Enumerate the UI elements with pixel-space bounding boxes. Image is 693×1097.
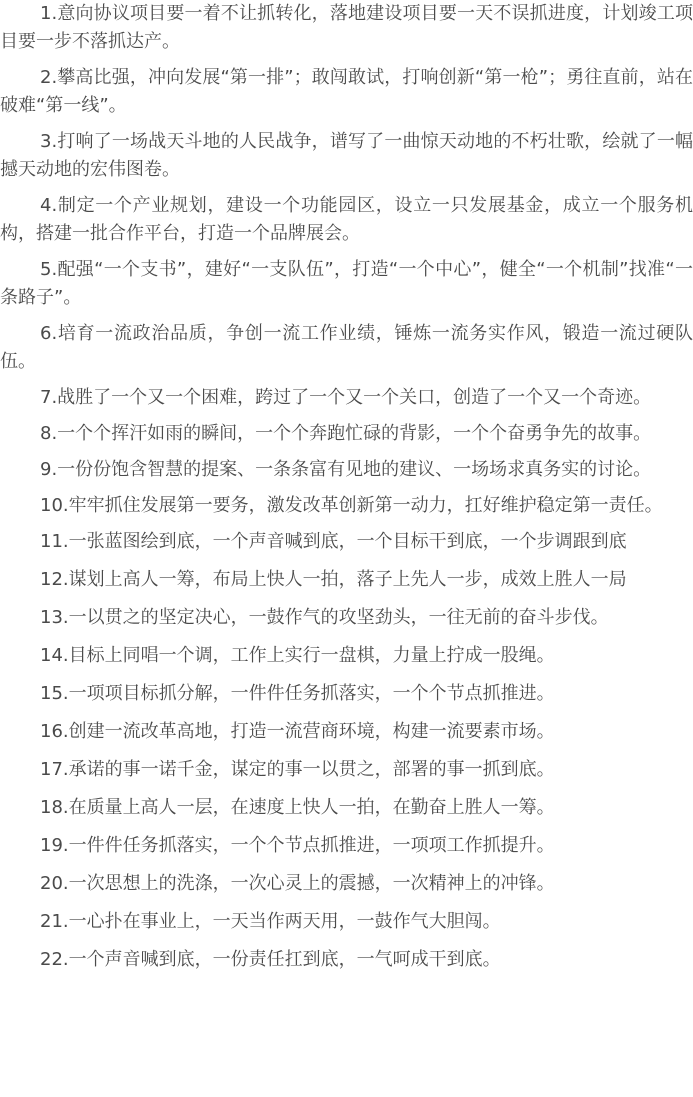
paragraph-12: 12.谋划上高人一筹，布局上快人一拍，落子上先人一步，成效上胜人一局 — [40, 569, 627, 590]
paragraph-21: 21.一心扑在事业上，一天当作两天用，一鼓作气大胆闯。 — [40, 911, 501, 932]
paragraph-16: 16.创建一流改革高地，打造一流营商环境，构建一流要素市场。 — [40, 721, 555, 742]
paragraph-4: 4.制定一个产业规划，建设一个功能园区，设立一只发展基金，成立一个服务机构，搭建一批合作平台，打造一个品牌展会。 — [0, 195, 693, 244]
paragraph-8: 8.一个个挥汗如雨的瞬间，一个个奔跑忙碌的背影，一个个奋勇争先的故事。 — [40, 423, 652, 444]
paragraph-10: 10.牢牢抓住发展第一要务，激发改革创新第一动力，扛好维护稳定第一责任。 — [40, 495, 663, 516]
paragraph-6: 6.培育一流政治品质，争创一流工作业绩，锤炼一流务实作风，锻造一流过硬队伍。 — [0, 323, 693, 372]
paragraph-1: 1.意向协议项目要一着不让抓转化，落地建设项目要一天不误抓进度，计划竣工项目要一步不落抓达产。 — [0, 3, 693, 52]
paragraph-15: 15.一项项目标抓分解，一件件任务抓落实，一个个节点抓推进。 — [40, 683, 555, 704]
paragraph-14: 14.目标上同唱一个调，工作上实行一盘棋，力量上拧成一股绳。 — [40, 645, 555, 666]
paragraph-18: 18.在质量上高人一层，在速度上快人一拍，在勤奋上胜人一筹。 — [40, 797, 555, 818]
paragraph-17: 17.承诺的事一诺千金，谋定的事一以贯之，部署的事一抓到底。 — [40, 759, 555, 780]
paragraph-5: 5.配强“一个支书”，建好“一支队伍”，打造“一个中心”，健全“一个机制”找准“一条路子”。 — [0, 259, 693, 308]
paragraph-7: 7.战胜了一个又一个困难，跨过了一个又一个关口，创造了一个又一个奇迹。 — [40, 387, 652, 408]
paragraph-11: 11.一张蓝图绘到底，一个声音喊到底，一个目标干到底，一个步调跟到底 — [40, 531, 627, 552]
paragraph-2: 2.攀高比强，冲向发展“第一排”；敢闯敢试，打响创新“第一枪”；勇往直前，站在破难“第一线”。 — [0, 67, 693, 116]
paragraph-22: 22.一个声音喊到底，一份责任扛到底，一气呵成干到底。 — [40, 949, 501, 970]
paragraph-19: 19.一件件任务抓落实，一个个节点抓推进，一项项工作抓提升。 — [40, 835, 555, 856]
paragraph-13: 13.一以贯之的坚定决心，一鼓作气的攻坚劲头，一往无前的奋斗步伐。 — [40, 607, 609, 628]
paragraph-3: 3.打响了一场战天斗地的人民战争，谱写了一曲惊天动地的不朽壮歌，绘就了一幅撼天动地的宏伟图卷。 — [0, 131, 693, 180]
paragraph-20: 20.一次思想上的洗涤，一次心灵上的震撼，一次精神上的冲锋。 — [40, 873, 555, 894]
paragraph-9: 9.一份份饱含智慧的提案、一条条富有见地的建议、一场场求真务实的讨论。 — [40, 459, 652, 480]
